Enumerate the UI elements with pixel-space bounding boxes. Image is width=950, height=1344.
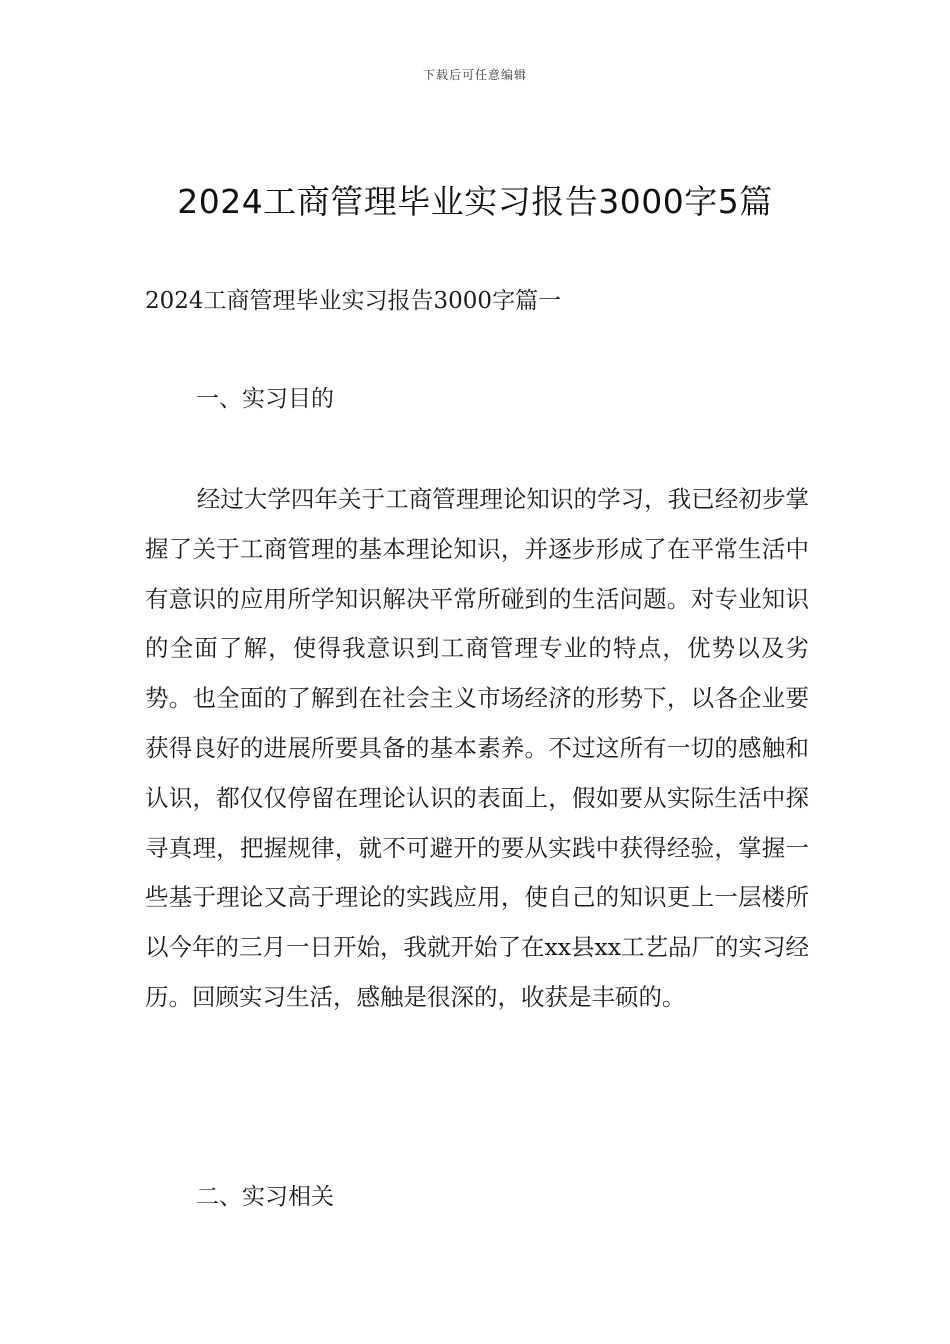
section-heading-related: 二、实习相关 bbox=[196, 1184, 334, 1210]
section-paragraph-purpose: 经过大学四年关于工商管理理论知识的学习，我已经初步掌握了关于工商管理的基本理论知识，并逐步形成了在平常生活中有意识的应用所学知识解决平常所碰到的生活问题。对专业知识的全面了解，使得我意识到工商管理专业的特点，优势以及劣势。也全面的了解到在社会主义市场经济的形势下，以各企业要获得良好的进展所要具备的基本素养。不过这所有一切的感触和认识，都仅仅停留在理论认识的表面上，假如要从实际生活中探寻真理，把握规律，就不可避开的要从实践中获得经验，掌握一些基于理论又高于理论的实践应用，使自己的知识更上一层楼所以今年的三月一日开始，我就开始了在xx县xx工艺品厂的实习经历。回顾实习生活，感触是很深的，收获是丰硕的。 bbox=[145, 485, 810, 1011]
document-title: 2024工商管理毕业实习报告3000字5篇 bbox=[177, 182, 773, 221]
section-heading-purpose: 一、实习目的 bbox=[196, 386, 334, 412]
header-note: 下载后可任意编辑 bbox=[422, 68, 527, 82]
document-subtitle: 2024工商管理毕业实习报告3000字篇一 bbox=[145, 288, 562, 314]
